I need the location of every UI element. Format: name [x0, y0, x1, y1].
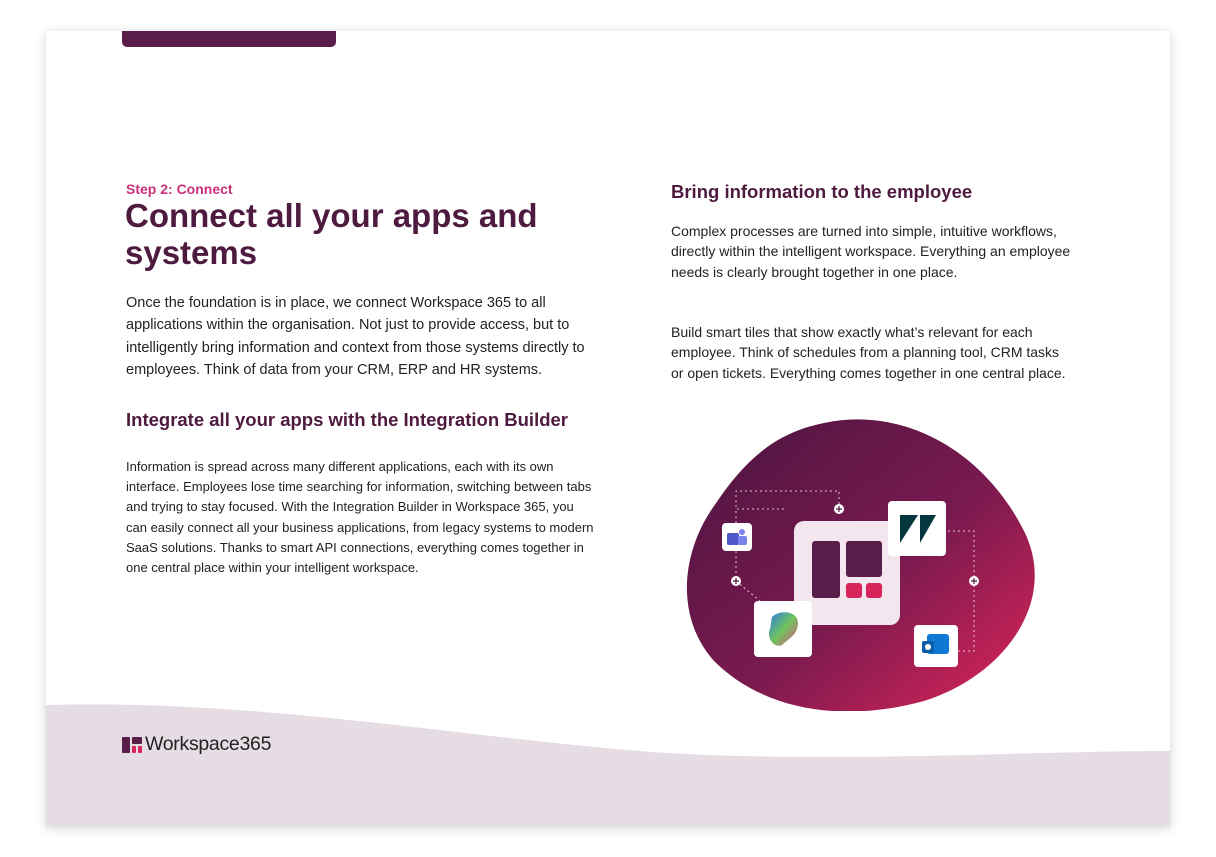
employee-heading: Bring information to the employee: [671, 181, 973, 202]
workflows-paragraph: Complex processes are turned into simple, intuitive workflows, directly within the intelligent workspace. Everything an employee needs is clearly brought together in one place.: [671, 223, 1071, 280]
intro-paragraph: Once the foundation is in place, we connect Workspace 365 to all applications within the organisation. Not just to provide access, but to intelligently bring information and context from those systems directly to employees. Think of data from your CRM, ERP and HR systems.: [126, 295, 585, 378]
plus-icon: [731, 576, 741, 586]
smart-tiles-paragraph: Build smart tiles that show exactly what’s relevant for each employee. Think of schedules from a planning tool, CRM tasks or open tickets. Everything comes together in one central place.: [671, 324, 1066, 381]
integration-subheading: Integrate all your apps with the Integration Builder: [126, 409, 568, 430]
copilot-icon: [754, 601, 812, 657]
workspace365-logo-icon: [122, 737, 142, 753]
outlook-icon: [914, 625, 958, 667]
workspace365-logo: [122, 733, 271, 756]
step-eyebrow: Step 2: Connect: [126, 181, 233, 197]
integration-illustration: [674, 411, 1044, 711]
footer-wave: [46, 691, 1170, 826]
teams-icon: [722, 523, 752, 551]
integration-body: Information is spread across many different applications, each with its own interface. Employees lose time searching for information, switching between tabs and trying to stay focused. With the Integration Builder in Workspace 365, you can easily connect all your business applications, from legacy systems to modern SaaS solutions. Thanks to smart API connections, everything comes together in one central place within your intelligent workspace.: [126, 459, 594, 576]
brochure-page: [46, 31, 1170, 826]
zendesk-icon: [888, 501, 946, 556]
top-accent-tab: [122, 31, 336, 47]
page-title: Connect all your apps and systems: [125, 197, 538, 271]
logo-text: Workspace365: [145, 733, 272, 755]
plus-icon: [834, 504, 844, 514]
plus-icon: [969, 576, 979, 586]
